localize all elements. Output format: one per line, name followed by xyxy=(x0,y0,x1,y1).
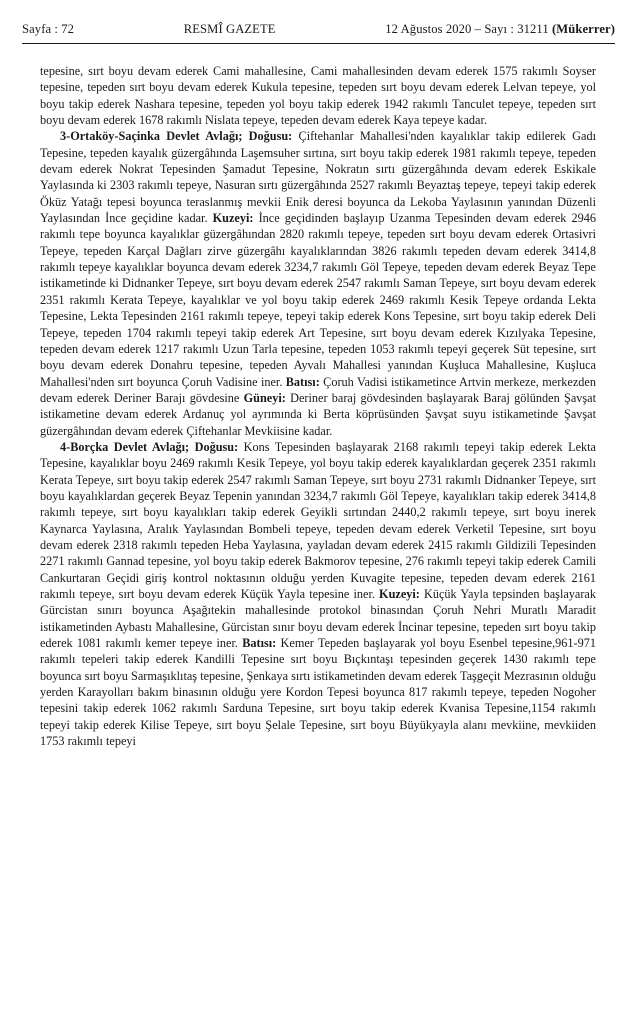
section-title: 4-Borçka Devlet Avlağı; Doğusu: xyxy=(60,439,239,454)
document-body xyxy=(40,63,596,749)
west-label: Batısı: xyxy=(242,636,277,651)
issue-note: (Mükerrer) xyxy=(551,22,615,36)
page-number: Sayfa : 72 xyxy=(22,22,75,36)
east-boundary: Kons Tepesinden başlayarak 2168 rakımlı tepeyi takip ederek Lekta Tepesine, kayalıklar boyu 2469 rakımlı Kesik Tepeye, yol boyu takip ederek kayalıklardan geçerek 2351 rakımlı Kerata Tepeye, sırt boyu takip ederek 2547 rakımlı Saman Tepeye, sırt boyu 2731 rakımlı Didnanker Tepeye, sırt boyu kayalıklardan geçerek Beyaz Tepenin yanından 3234,7 rakımlı Göl Tepeye, kayalıkları takip ederek 3414,8 rakımlı tepeye, sırt boyu kayalıkları takip ederek Geyikli sırtından 2440,2 rakımlı tepeye, sırt boyu inerek Kaynarca Yaylasına, Aralık Yaylasından Bombeli tepeye, tepeden devam ederek Verketil Tepesine, sırt boyu devam ederek 2318 rakımlı tepeden Heba Yaylasına, yayladan devam ederek 2415 rakımlı Gildizili Tepesinden 2271 rakımlı Gannad tepesine, yol boyu takip ederek Bakmorov tepesine, 276 rakımlı tepeyi takip ederek Camili Cankurtaran Geçidi giriş kontrol noktasının olduğu yerden Kuvagite tepesine, tepeden devam ederek 2161 rakımlı tepeye, sırt boyu devam ederek Küçük Yayla tepesine iner. xyxy=(40,439,596,601)
north-label: Kuzeyi: xyxy=(379,587,420,601)
west-boundary: Kemer Tepeden başlayarak yol boyu Esenbel tepesine,961-971 rakımlı tepeleri takip ederek Kandilli Tepesine sırt boyu Bıçkıntaşı tepesinden geçerek 1430 rakımlı tepe boyunca sırt boyu Sarmaşıklıtaş tepesine, Şenkaya sırtı istikametinden devam ederek Taşgeçit Mezrasının olduğu yerden Karayolları bakım binasının olduğu yere Kordon Tepesi boyunca 817 rakımlı tepeye, tepeden Nogoher tepesini takip ederek 1062 rakımlı Sarduna Tepesine, sırt boyu takip ederek Kvanisa Tepesine,1154 rakımlı tepeyi takip ederek Kilise Tepeye, sırt boyu Şelale Tepesine, sırt boyu Büyükyayla alanı mevkiine, mevkiiden 1753 rakımlı tepeyi xyxy=(40,636,596,749)
page-header xyxy=(22,22,615,37)
south-boundary: Deriner baraj gövdesinden başlayarak Baraj gölünden Şavşat istikametine devam ederek Ardanuç yol ayrımında ki Berta köprüsünden Şavşat suyu istikametinde Şavşat güzergâhından devam ederek Çiftehanlar Mevkiisine kadar. xyxy=(40,390,596,438)
west-label: Batısı: xyxy=(285,374,320,389)
east-boundary: Çiftehanlar Mahallesi'nden kayalıklar takip edilerek Gadı Tepesine, tepeden kayalık güzergâhında Laşemsuher sırtına, sırt boyu takip ederek 1981 rakımlı tepeye, tepeden devam ederek Nokrat Tepesinden Şamadut Tepesine, Nokratın sırtı güzergâhında devam ederek Eskikale Yaylasında ki 2303 rakımlı tepeye, Nasuran sırtı güzergâhında 2527 rakımlı Beyaztaş tepeye, tepeyi takip ederek Öküz Yatağı tepesi boyunca teraslanmış mevkii Enik deresi boyunca da Lekoba Yaylasının yanından Düzenli Yaylasından İnce geçidine kadar. xyxy=(40,129,596,226)
paragraph-continuation: tepesine, sırt boyu devam ederek Cami mahallesine, Cami mahallesinden devam ederek 1575 rakımlı Soyser tepesine, tepeden sırt boyu devam ederek Kukula tepesine, tepeden sırt boyu devam ederek Lelvan tepeye, yol boyu takip ederek Nashara tepesine, tepeden yol boyu takip ederek 1942 rakımlı Tanculet tepeye, tepeden sırt boyu devam ederek 1678 rakımlı Nislata tepeye, tepeden devam ederek Kaya tepeye kadar. xyxy=(40,64,596,128)
gazette-title: RESMÎ GAZETE xyxy=(183,22,276,36)
section-ortakoy-sacinka xyxy=(40,128,596,439)
issue-date: 12 Ağustos 2020 – Sayı : 31211 xyxy=(385,22,549,36)
header-rule xyxy=(22,43,615,44)
issue-info xyxy=(385,22,615,37)
west-boundary: Çoruh Vadisi istikametince Artvin merkeze, merkezden devam ederek Deriner Barajı gövdesine xyxy=(40,374,596,405)
south-label: Güneyi: xyxy=(243,390,286,405)
north-boundary: İnce geçidinden başlayıp Uzanma Tepesinden devam ederek 2946 rakımlı tepe boyunca kayalıklar güzergâhından 2820 rakımlı tepeye, tepeden sırt boyu devam ederek Ortasivri Tepeye, tepeden Karçal Dağları zirve güzergâhı kayalıklarından 3826 rakımlı tepeden devam ederek 3414,8 rakımlı tepeye kayalıklar boyunca devam ederek 3234,7 rakımlı Göl Tepeye, tepeden devam ederek Beyaz Tepe istikametinde ki Didnanker Tepeye, sırt boyu devam ederek 2547 rakımlı Saman Tepeye, sırt boyu devam ederek 2351 rakımlı Kerata Tepeye, kayalıklar ve yol boyu takip ederek 2469 rakımlı Kesik Tepeye ordanda Lekta Tepesine, Lekta Tepesinden 2161 rakımlı tepeye, tepeyi takip ederek Kons Tepesine, sırt boyu takip ederek Deli Tepeye, tepeden 1704 rakımlı tepeyi takip ederek Art Tepesine, sırt boyu devam ederek Kızılyaka Tepesine, tepeden devam ederek 1217 rakımlı Uzun Tarla tepesine, tepeden 1053 rakımlı tepeyi geçerek Süt tepesine, sırt boyu devam ederek Donahru tepesine, tepeden Ayvalı Mahallesi yanından Kuşluca Mahallesine, Kuşluca Mahallesi'nden sırt boyunca Çoruh Vadisine iner. xyxy=(40,211,596,389)
section-title: 3-Ortaköy-Saçinka Devlet Avlağı; Doğusu: xyxy=(60,129,293,144)
north-label: Kuzeyi: xyxy=(212,211,254,226)
north-boundary: Küçük Yayla tepsinden başlayarak Gürcistan sınırı boyunca Aşağıtekin mahallesinde protokol binasından Çoruh Nehri Muratlı Maradit istikametinden Aybastı Mahallesine, Gürcistan sınır boyu devam ederek İncinar tepesine, tepeden sırt boyu takip ederek 1081 rakımlı kemer tepeye iner. xyxy=(40,587,596,651)
section-borcka xyxy=(40,439,596,750)
